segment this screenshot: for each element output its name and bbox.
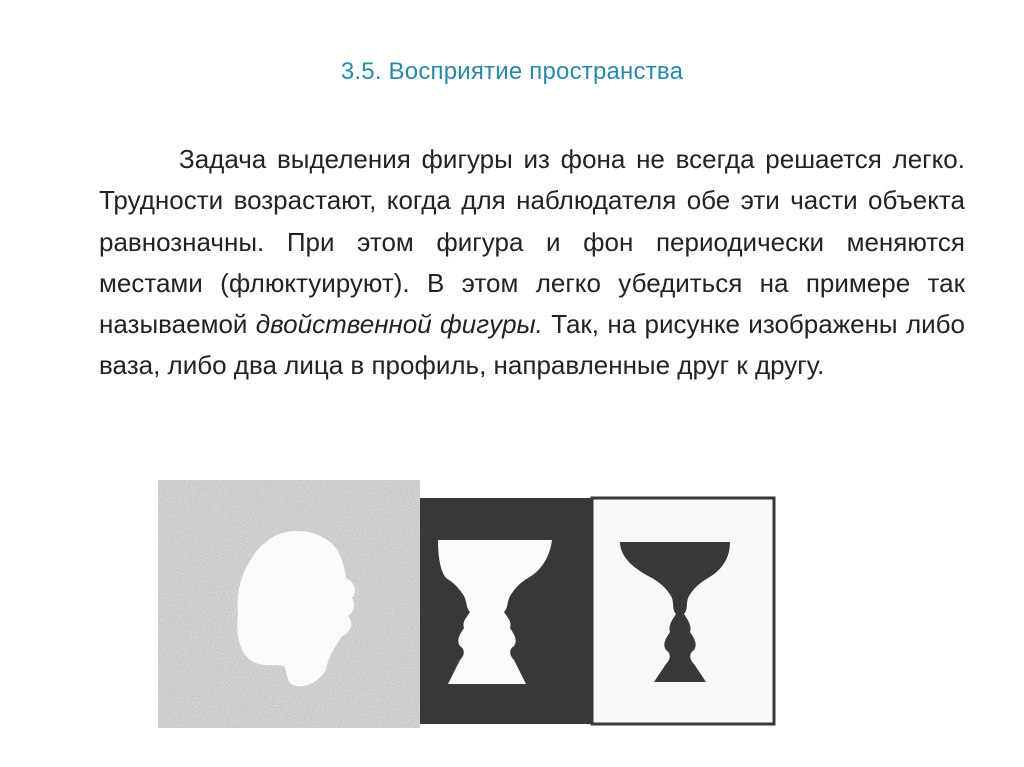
middle-panel-background [420, 498, 592, 724]
body-paragraph [99, 139, 965, 387]
paragraph-italic-term: двойственной фигуры. [255, 309, 543, 340]
paragraph-text-end: Так, на рисунке изображены либо ваза, либо два лица в профиль, направленные друг к другу. [99, 309, 965, 381]
slide-title: 3.5. Восприятие пространства [340, 58, 684, 85]
rubin-vase-figure [158, 480, 778, 728]
rubin-vase-illustration [158, 480, 778, 728]
paragraph-text-start: Задача выделения фигуры из фона не всегда решается легко. Трудности возрастают, когда для наблюдателя обе эти части объекта равнозначны. При этом фигура и фон периодически меняются местами (флюктуируют). В этом легко убедиться на примере так называемой [99, 144, 965, 340]
